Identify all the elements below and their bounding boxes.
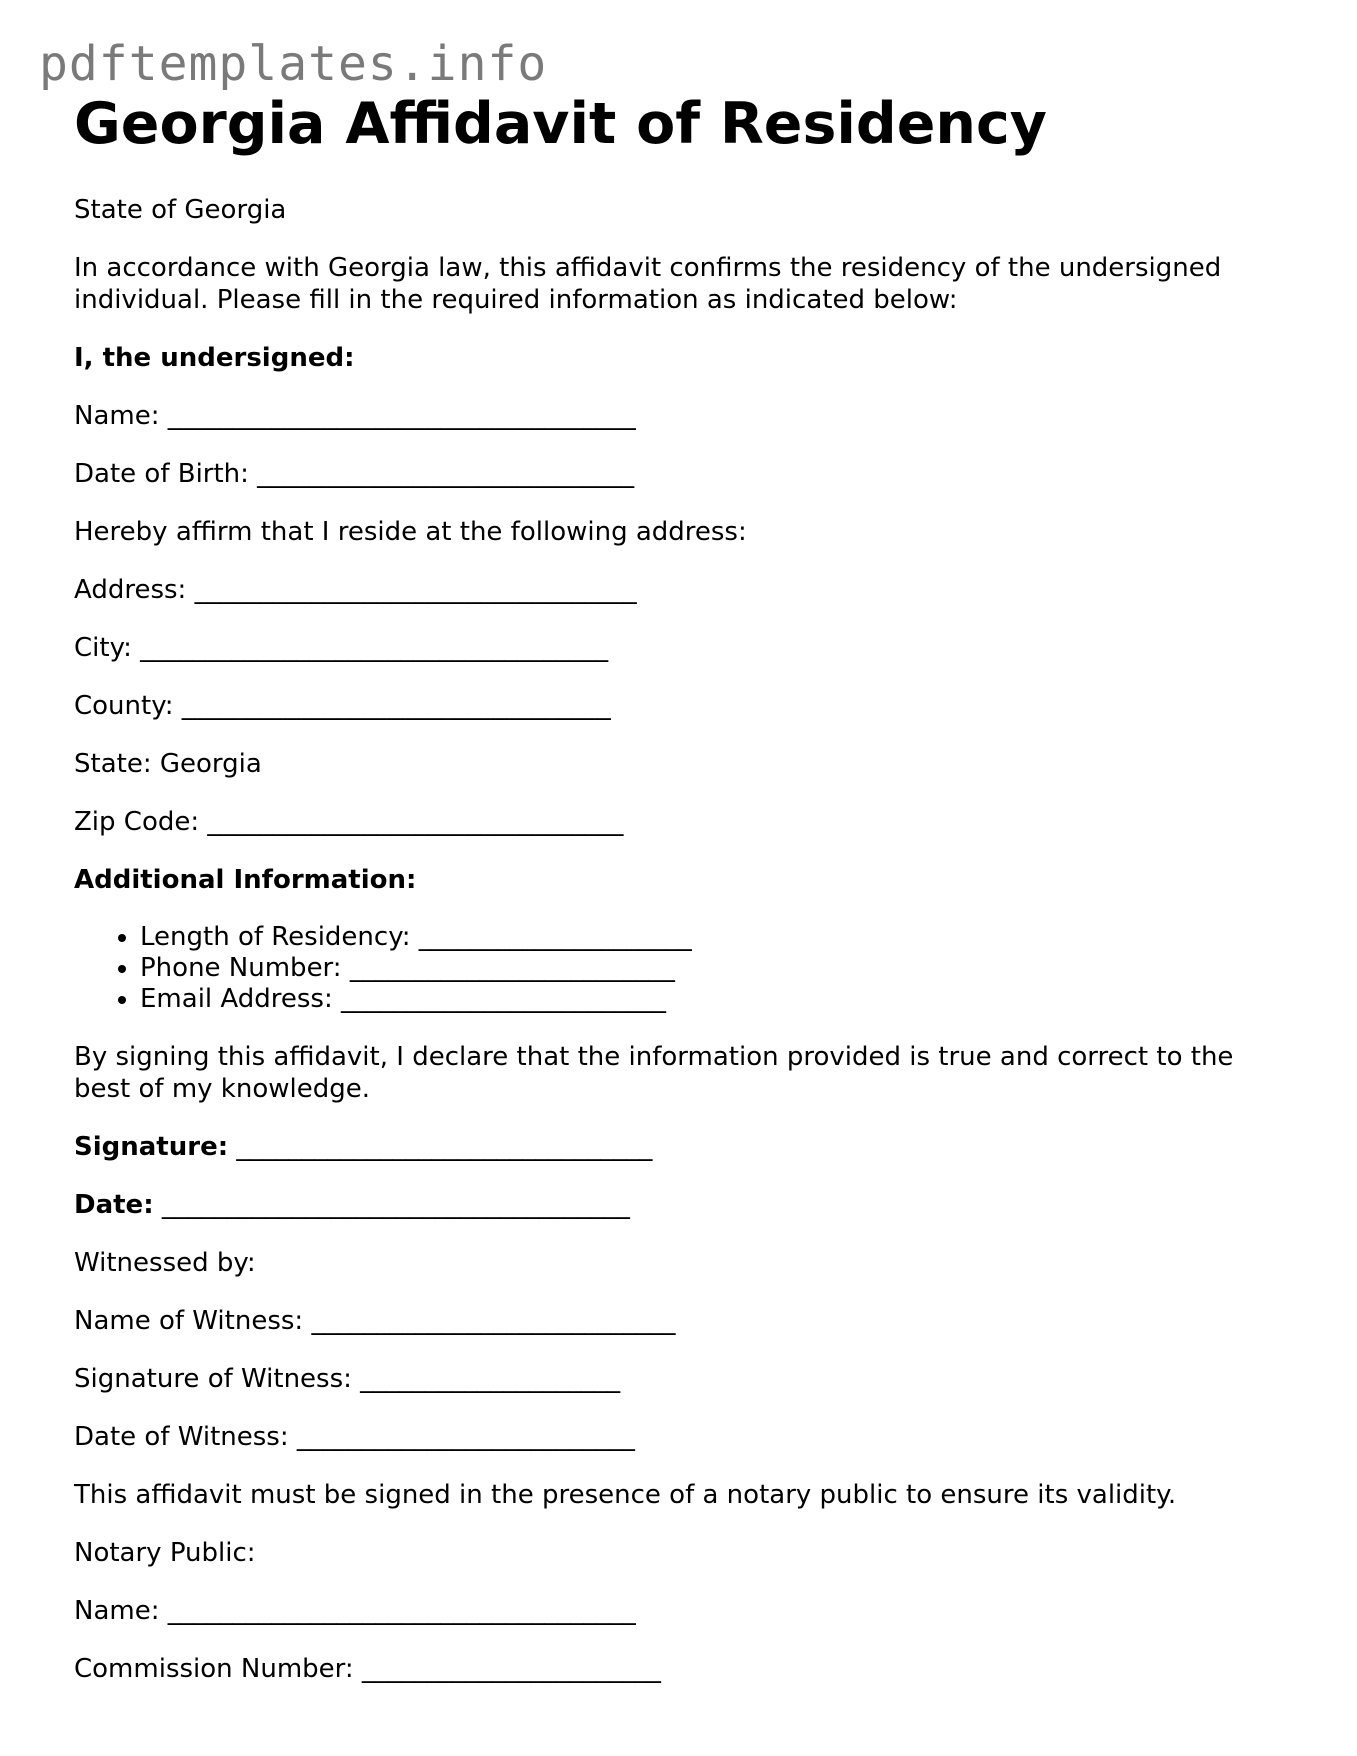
document-page xyxy=(74,92,1294,1711)
additional-info-list xyxy=(74,922,1294,1015)
signature-field[interactable] xyxy=(74,1131,1294,1163)
declaration-paragraph: By signing this affidavit, I declare that the information provided is true and correct to the best of my knowledge. xyxy=(74,1041,1234,1104)
commission-number-field[interactable]: Commission Number: _______________________ xyxy=(74,1653,661,1684)
notary-note: This affidavit must be signed in the presence of a notary public to ensure its validity. xyxy=(74,1479,1177,1510)
witness-name-field[interactable]: Name of Witness: ____________________________ xyxy=(74,1305,676,1336)
document-title: Georgia Affidavit of Residency xyxy=(74,91,1047,157)
signature-label: Signature: xyxy=(74,1131,229,1162)
intro-paragraph: In accordance with Georgia law, this affidavit confirms the residency of the undersigned individual. Please fill in the required information as indicated below: xyxy=(74,252,1222,315)
notary-name-field[interactable]: Name: ____________________________________ xyxy=(74,1595,636,1626)
additional-info-heading: Additional Information: xyxy=(74,864,417,895)
phone-number-field[interactable]: • Phone Number: _________________________ xyxy=(140,953,1294,984)
signature-blank[interactable]: ________________________________ xyxy=(228,1131,653,1162)
length-of-residency-field[interactable]: • Length of Residency: _____________________ xyxy=(140,922,1294,953)
name-field[interactable]: Name: ____________________________________ xyxy=(74,400,636,431)
date-blank[interactable]: ____________________________________ xyxy=(153,1189,630,1220)
state-line: State of Georgia xyxy=(74,194,287,225)
witnessed-by-heading: Witnessed by: xyxy=(74,1247,256,1278)
notary-heading: Notary Public: xyxy=(74,1537,256,1568)
witness-signature-field[interactable]: Signature of Witness: ____________________ xyxy=(74,1363,621,1394)
city-field[interactable]: City: ____________________________________ xyxy=(74,632,609,663)
address-field[interactable]: Address: __________________________________ xyxy=(74,574,637,605)
date-of-birth-field[interactable]: Date of Birth: _____________________________ xyxy=(74,458,635,489)
date-field[interactable] xyxy=(74,1189,1294,1221)
affirm-text: Hereby affirm that I reside at the following address: xyxy=(74,516,747,547)
state-field: State: Georgia xyxy=(74,748,262,779)
watermark: pdftemplates.info xyxy=(39,36,548,92)
email-address-field[interactable]: • Email Address: _________________________ xyxy=(140,984,1294,1015)
date-label: Date: xyxy=(74,1189,154,1220)
undersigned-heading: I, the undersigned: xyxy=(74,342,355,373)
county-field[interactable]: County: _________________________________ xyxy=(74,690,611,721)
witness-date-field[interactable]: Date of Witness: __________________________ xyxy=(74,1421,635,1452)
zip-code-field[interactable]: Zip Code: ________________________________ xyxy=(74,806,624,837)
